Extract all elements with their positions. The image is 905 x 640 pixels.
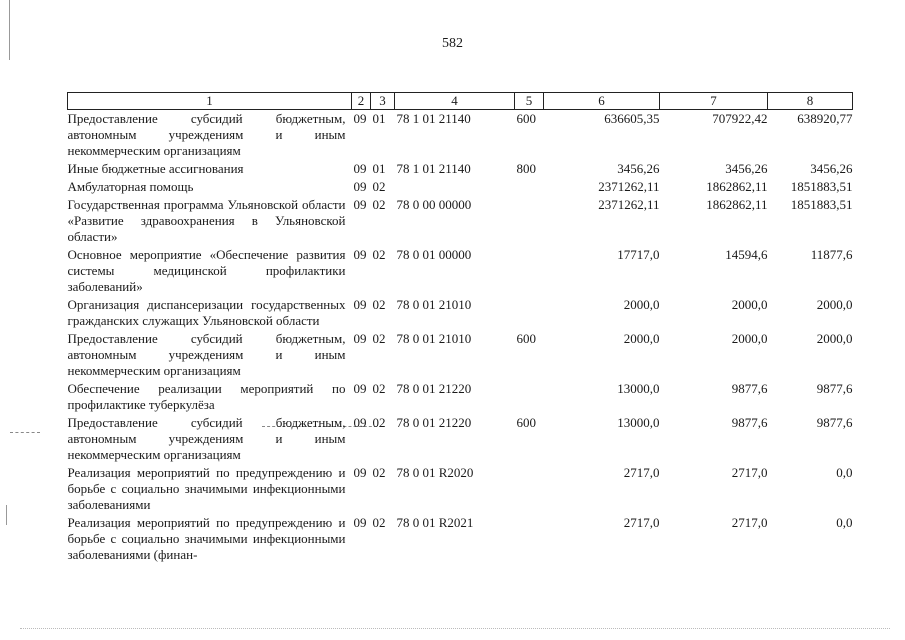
- value-col-7: 1862862,11: [706, 179, 768, 194]
- row-name: Амбулаторная помощь: [67, 179, 194, 194]
- table-row: [68, 196, 853, 246]
- value-col-7: 14594,6: [725, 247, 768, 262]
- value-col-7: 2717,0: [731, 465, 768, 480]
- subsection-code: 02: [372, 415, 386, 430]
- section-code: 09: [353, 415, 367, 430]
- subsection-code: 02: [372, 197, 386, 212]
- expense-type-code: 800: [516, 161, 536, 176]
- target-article-code: [395, 178, 515, 196]
- header-cell-7: 7: [660, 93, 768, 110]
- value-col-8: 3456,26: [810, 161, 853, 176]
- table-header: [68, 93, 853, 110]
- section-code: 09: [353, 381, 367, 396]
- header-row: [68, 93, 853, 110]
- value-col-6: 2717,0: [623, 465, 660, 480]
- header-cell-5: 5: [515, 93, 544, 110]
- target-article-code: 78 0 01 R2020: [396, 465, 474, 480]
- value-col-8: 2000,0: [816, 331, 853, 346]
- value-col-8: 2000,0: [816, 297, 853, 312]
- table-row: [68, 178, 853, 196]
- expense-type-code: [515, 296, 544, 330]
- expense-type-code: [515, 514, 544, 564]
- expense-type-code: [515, 196, 544, 246]
- expense-type-code: 600: [516, 415, 536, 430]
- row-name: Государственная программа Ульяновской области «Развитие здравоохранения в Ульяновской области»: [67, 197, 346, 244]
- subsection-code: 02: [372, 179, 386, 194]
- value-col-6: 2371262,11: [598, 197, 660, 212]
- value-col-8: 638920,77: [797, 111, 853, 126]
- value-col-6: 2371262,11: [598, 179, 660, 194]
- subsection-code: 01: [372, 111, 386, 126]
- expense-type-code: [515, 380, 544, 414]
- subsection-code: 02: [372, 247, 386, 262]
- page-number: 582: [442, 36, 463, 51]
- expense-type-code: [515, 178, 544, 196]
- value-col-7: 9877,6: [731, 415, 768, 430]
- row-name: Предоставление субсидий бюджетным, автономным учреждениям и иным некоммерческим организациям: [67, 331, 346, 378]
- section-code: 09: [353, 197, 367, 212]
- subsection-code: 01: [372, 161, 386, 176]
- expense-type-code: 600: [516, 111, 536, 126]
- expense-type-code: [515, 464, 544, 514]
- scan-bottom-noise: [20, 628, 890, 629]
- target-article-code: 78 0 00 00000: [396, 197, 472, 212]
- value-col-6: 636605,35: [604, 111, 660, 126]
- value-col-7: 3456,26: [725, 161, 768, 176]
- table-row: [68, 296, 853, 330]
- value-col-8: 11877,6: [810, 247, 853, 262]
- table-row: [68, 246, 853, 296]
- value-col-6: 3456,26: [617, 161, 660, 176]
- header-cell-2: 2: [352, 93, 371, 110]
- value-col-8: 9877,6: [816, 415, 853, 430]
- value-col-7: 1862862,11: [706, 197, 768, 212]
- scan-margin-mark: [9, 0, 10, 60]
- value-col-6: 2000,0: [623, 297, 660, 312]
- value-col-7: 2717,0: [731, 515, 768, 530]
- table-row: [68, 330, 853, 380]
- row-name: Обеспечение реализации мероприятий по профилактике туберкулёза: [67, 381, 346, 412]
- target-article-code: 78 0 01 21010: [396, 331, 472, 346]
- target-article-code: 78 1 01 21140: [396, 111, 471, 126]
- subsection-code: 02: [372, 297, 386, 312]
- header-cell-3: 3: [371, 93, 395, 110]
- target-article-code: 78 1 01 21140: [396, 161, 471, 176]
- value-col-8: 1851883,51: [790, 197, 853, 212]
- value-col-8: 1851883,51: [790, 179, 853, 194]
- table-row: [68, 464, 853, 514]
- subsection-code: 02: [372, 515, 386, 530]
- value-col-8: 0,0: [836, 465, 853, 480]
- header-cell-8: 8: [768, 93, 853, 110]
- target-article-code: 78 0 01 21220: [396, 415, 472, 430]
- target-article-code: 78 0 01 21220: [396, 381, 472, 396]
- table-row: [68, 160, 853, 178]
- subsection-code: 02: [372, 465, 386, 480]
- table-row: [68, 380, 853, 414]
- header-cell-4: 4: [395, 93, 515, 110]
- section-code: 09: [353, 331, 367, 346]
- table-row: [68, 110, 853, 161]
- target-article-code: 78 0 01 R2021: [396, 515, 474, 530]
- section-code: 09: [353, 465, 367, 480]
- row-name: Реализация мероприятий по предупреждению и борьбе с социально значимыми инфекционными заболеваниями: [67, 465, 346, 512]
- section-code: 09: [353, 179, 367, 194]
- value-col-6: 2000,0: [623, 331, 660, 346]
- section-code: 09: [353, 297, 367, 312]
- header-cell-6: 6: [544, 93, 660, 110]
- section-code: 09: [353, 111, 367, 126]
- table-row: [68, 514, 853, 564]
- header-cell-1: 1: [68, 93, 352, 110]
- subsection-code: 02: [372, 331, 386, 346]
- expense-type-code: [515, 246, 544, 296]
- value-col-7: 9877,6: [731, 381, 768, 396]
- value-col-6: 2717,0: [623, 515, 660, 530]
- row-name: Иные бюджетные ассигнования: [67, 161, 244, 176]
- scan-margin-mark: [6, 505, 7, 525]
- table-body: [68, 110, 853, 565]
- value-col-8: 0,0: [836, 515, 853, 530]
- target-article-code: 78 0 01 00000: [396, 247, 472, 262]
- row-name: Реализация мероприятий по предупреждению и борьбе с социально значимыми инфекционными заболеваниями (финан-: [67, 515, 346, 562]
- value-col-6: 13000,0: [617, 381, 660, 396]
- table-row: [68, 414, 853, 464]
- section-code: 09: [353, 161, 367, 176]
- budget-table: [67, 92, 853, 564]
- row-name: Предоставление субсидий бюджетным, автономным учреждениям и иным некоммерческим организациям: [67, 415, 346, 462]
- row-name: Предоставление субсидий бюджетным, автономным учреждениям и иным некоммерческим организациям: [67, 111, 346, 158]
- section-code: 09: [353, 515, 367, 530]
- value-col-8: 9877,6: [816, 381, 853, 396]
- value-col-7: 2000,0: [731, 297, 768, 312]
- scan-dash-line: [10, 432, 40, 433]
- value-col-7: 2000,0: [731, 331, 768, 346]
- row-name: Организация диспансеризации государственных гражданских служащих Ульяновской области: [67, 297, 346, 328]
- target-article-code: 78 0 01 21010: [396, 297, 472, 312]
- subsection-code: 02: [372, 381, 386, 396]
- value-col-7: 707922,42: [712, 111, 768, 126]
- row-name: Основное мероприятие «Обеспечение развития системы медицинской профилактики заболеваний»: [67, 247, 346, 294]
- expense-type-code: 600: [516, 331, 536, 346]
- section-code: 09: [353, 247, 367, 262]
- value-col-6: 13000,0: [617, 415, 660, 430]
- value-col-6: 17717,0: [617, 247, 660, 262]
